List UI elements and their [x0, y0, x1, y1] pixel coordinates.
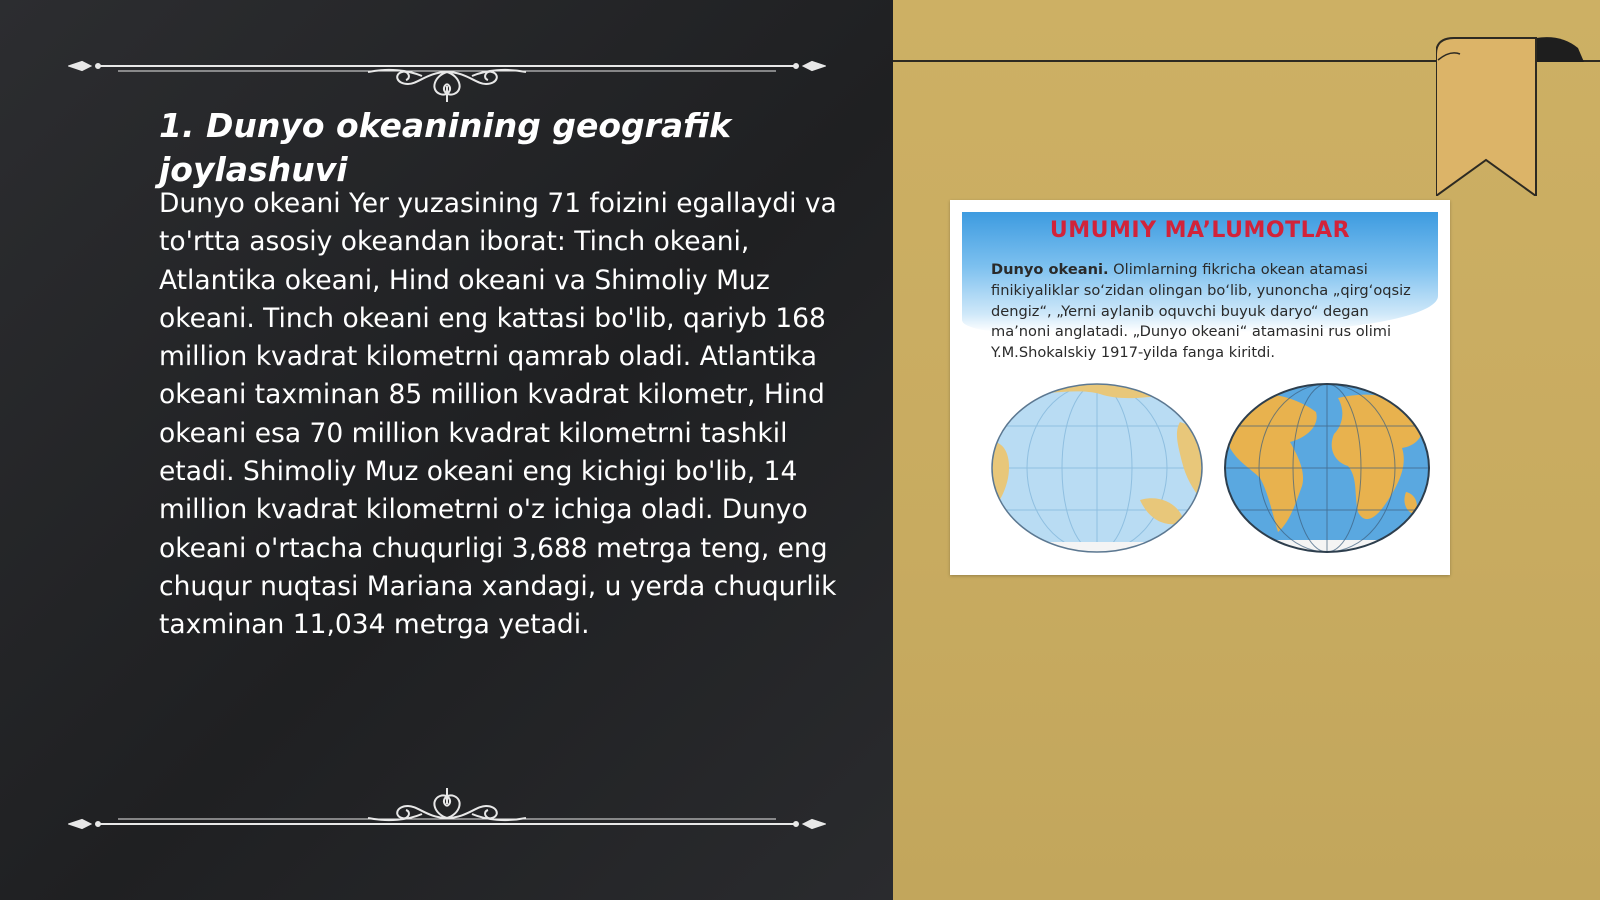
info-card-image: [950, 200, 1450, 575]
flourish-divider-icon: [68, 772, 826, 832]
bookmark-ribbon-icon: [1436, 36, 1586, 196]
globe-icon: [1220, 382, 1434, 554]
slide-title: 1. Dunyo okeanining geografik joylashuvi: [159, 106, 732, 189]
card-heading: UMUMIY MA’LUMOTLAR: [1049, 218, 1351, 243]
card-lead: Dunyo okeani.: [991, 261, 1109, 278]
slide-body-text: Dunyo okeani Yer yuzasining 71 foizini egallaydi va to'rtta asosiy okeandan iborat: Tinch okeani, Atlantika okeani, Hind okeani va Shimoliy Muz okeani. Tinch okeani eng kattasi bo'lib, qariyb 168 million kvadrat kilometrni qamrab oladi. Atlantika okeani taxminan 85 million kvadrat kilometr, Hind okeani esa 70 million kvadrat kilometrni tashkil etadi. Shimoliy Muz okeani eng kichigi bo'lib, 14 million kvadrat kilometrni o'z ichiga oladi. Dunyo okeani o'rtacha chuqurligi 3,688 metrga teng, eng chuqur nuqtasi Mariana xandagi, u yerda chuqurlik taxminan 11,034 metrga yetadi.: [159, 188, 837, 641]
globe-icon: [990, 382, 1204, 554]
flourish-divider-icon: [68, 42, 826, 102]
card-paragraph: [991, 260, 1411, 364]
card-paragraph-text: Olimlarning fikricha okean atamasi finikiyaliklar so‘zidan olingan bo‘lib, yunoncha „qirg‘oqsiz dengiz“, „Yerni aylanib oquvchi buyuk daryo“ degan ma’noni anglatadi. „Dunyo okeani“ atamasini rus olimi Y.M.Shokalskiy 1917-yilda fanga kiritdi.: [991, 261, 1411, 362]
